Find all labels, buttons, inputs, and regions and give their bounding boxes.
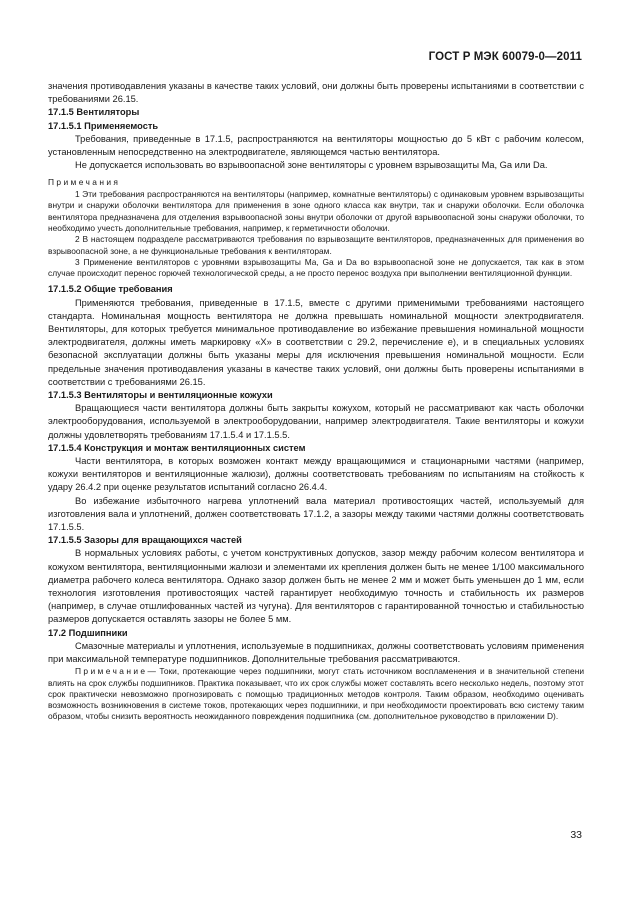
paragraph-17-1-5-2: Применяются требования, приведенные в 17.1.5, вместе с другими применимыми требованиями настоящего стандарта. Номинальная мощность вентилятора не должна превышать номинальной мощности электродвигателя. Вентиляторы, для которых требуется минимальное противодавление во избежание превышения номинальной мощности электродвигателя, должны иметь маркировку «X» в соответствии с 29.2, перечисление e), и в специальных условиях безопасной эксплуатации должны быть указаны меры для исключения превышения номинальной мощности. Если предельные значения противодавления указаны в качестве таких условий, они должны быть проверены испытаниями в соответствии с требованиями 26.15. xyxy=(48,297,584,387)
main-text xyxy=(48,80,584,723)
heading-17-1-5-1: 17.1.5.1 Применяемость xyxy=(48,120,159,131)
heading-17-1-5-5: 17.1.5.5 Зазоры для вращающихся частей xyxy=(48,535,242,546)
note-1: 1 Эти требования распространяются на вентиляторы (например, комнатные вентиляторы) с одинаковым уровнем взрывозащиты внутри и снаружи оболочки вентилятора для применения в зоне одного класса как внутри, так и снаружи оболочки. Если оболочка вентилятора предназначена для отделения взрывоопасной зоны внутри оболочки от другой взрывоопасной зоны снаружи оболочки, то необходимо учесть дополнительные требования, например, к герметичности оболочки. xyxy=(48,189,584,233)
note-17-2-label: Примечание xyxy=(75,666,148,677)
paragraph-17-1-5-4-b: Во избежание избыточного нагрева уплотнений вала материал противостоящих частей, используемый для изготовления вала и уплотнений, должен соответствовать 17.1.2, а зазоры между такими частями должны соответствовать 17.1.5.5. xyxy=(48,495,584,533)
heading-17-1-5-3: 17.1.5.3 Вентиляторы и вентиляционные кожухи xyxy=(48,390,273,401)
heading-17-1-5: 17.1.5 Вентиляторы xyxy=(48,107,140,118)
note-3: 3 Применение вентиляторов с уровнями взрывозащиты Ma, Ga и Da во взрывоопасной зоне не допускается, так как в этом случае происходит перенос горючей технологической среды, а не просто перенос воздуха при выполнении вентиляционной функции. xyxy=(48,256,584,279)
note-17-2-text: — Токи, протекающие через подшипники, могут стать источником воспламенения и в значительной степени влиять на срок службы подшипников. Практика показывает, что их срок службы может составлять всего несколько недель, поэтому этот срок практически невозможно прогнозировать с помощью традиционных методов контроля. Таким образом, необходимо оценивать возможность возникновения в системе токов, протекающих через подшипники, и при необходимости проектировать всю систему таким образом, чтобы снизить вероятность неожиданного повреждения подшипника (см. дополнительное руководство в приложении D). xyxy=(48,666,584,722)
paragraph-17-1-5-1-b: Не допускается использовать во взрывоопасной зоне вентиляторы с уровнем взрывозащиты Ma, Ga или Da. xyxy=(75,160,548,171)
standard-header: ГОСТ Р МЭК 60079-0—2011 xyxy=(428,51,582,63)
page-number: 33 xyxy=(570,829,582,841)
heading-17-2: 17.2 Подшипники xyxy=(48,627,128,638)
paragraph-17-1-5-3: Вращающиеся части вентилятора должны быть закрыты кожухом, который не рассматривают как часть оболочки электрооборудования, используемой в электрооборудовании, например электродвигателя. Такие вентиляторы и кожухи должны удовлетворять требованиям 17.1.5.4 и 17.1.5.5. xyxy=(48,403,584,440)
notes-block xyxy=(48,177,584,279)
paragraph-continuation: значения противодавления указаны в качестве таких условий, они должны быть проверены испытаниями в соответствии с требованиями 26.15. xyxy=(48,81,584,105)
paragraph-17-1-5-4-a: Части вентилятора, в которых возможен контакт между вращающимися и стационарными частями (например, кожухи вентиляторов и вентиляционные жалюзи), должны соответствовать требованиям по испытаниям на стойкость к удару 26.4.2 при оценке результатов испытаний согласно 26.4.4. xyxy=(48,456,584,493)
paragraph-17-2: Смазочные материалы и уплотнения, используемые в подшипниках, должны соответствовать условиям применения при максимальной температуре подшипников. Дополнительные требования рассматриваются. xyxy=(48,640,584,665)
heading-17-1-5-4: 17.1.5.4 Конструкция и монтаж вентиляционных систем xyxy=(48,442,306,453)
paragraph-17-1-5-1-a: Требования, приведенные в 17.1.5, распространяются на вентиляторы мощностью до 5 кВт с рабочим колесом, установленным непосредственно на электродвигателе, являющемся частью вентилятора. xyxy=(48,133,584,158)
notes-title: Примечания xyxy=(48,177,121,188)
heading-17-1-5-2: 17.1.5.2 Общие требования xyxy=(48,284,173,295)
paragraph-17-1-5-5: В нормальных условиях работы, с учетом конструктивных допусков, зазор между рабочим колесом вентилятора и кожухом вентилятора, вентиляционными жалюзи и элементами их крепления должен быть не менее 1/100 максимального диаметра рабочего колеса вентилятора. Однако зазор должен быть не менее 2 мм и может быть уменьшен до 1 мм, если технология изготовления противостоящих частей гарантирует необходимую точность и стабильность их размеров (например, в случае отшлифованных частей из чугуна). Для вентиляторов с гарантированной точностью и стабильностью размеров допускается оставлять зазоры не более 5 мм. xyxy=(48,548,584,625)
note-2: 2 В настоящем подразделе рассматриваются требования по взрывозащите вентиляторов, предназначенных для применения во взрывоопасной зоне, а не функциональные требования к вентиляторам. xyxy=(48,234,584,256)
note-17-2 xyxy=(48,666,584,722)
